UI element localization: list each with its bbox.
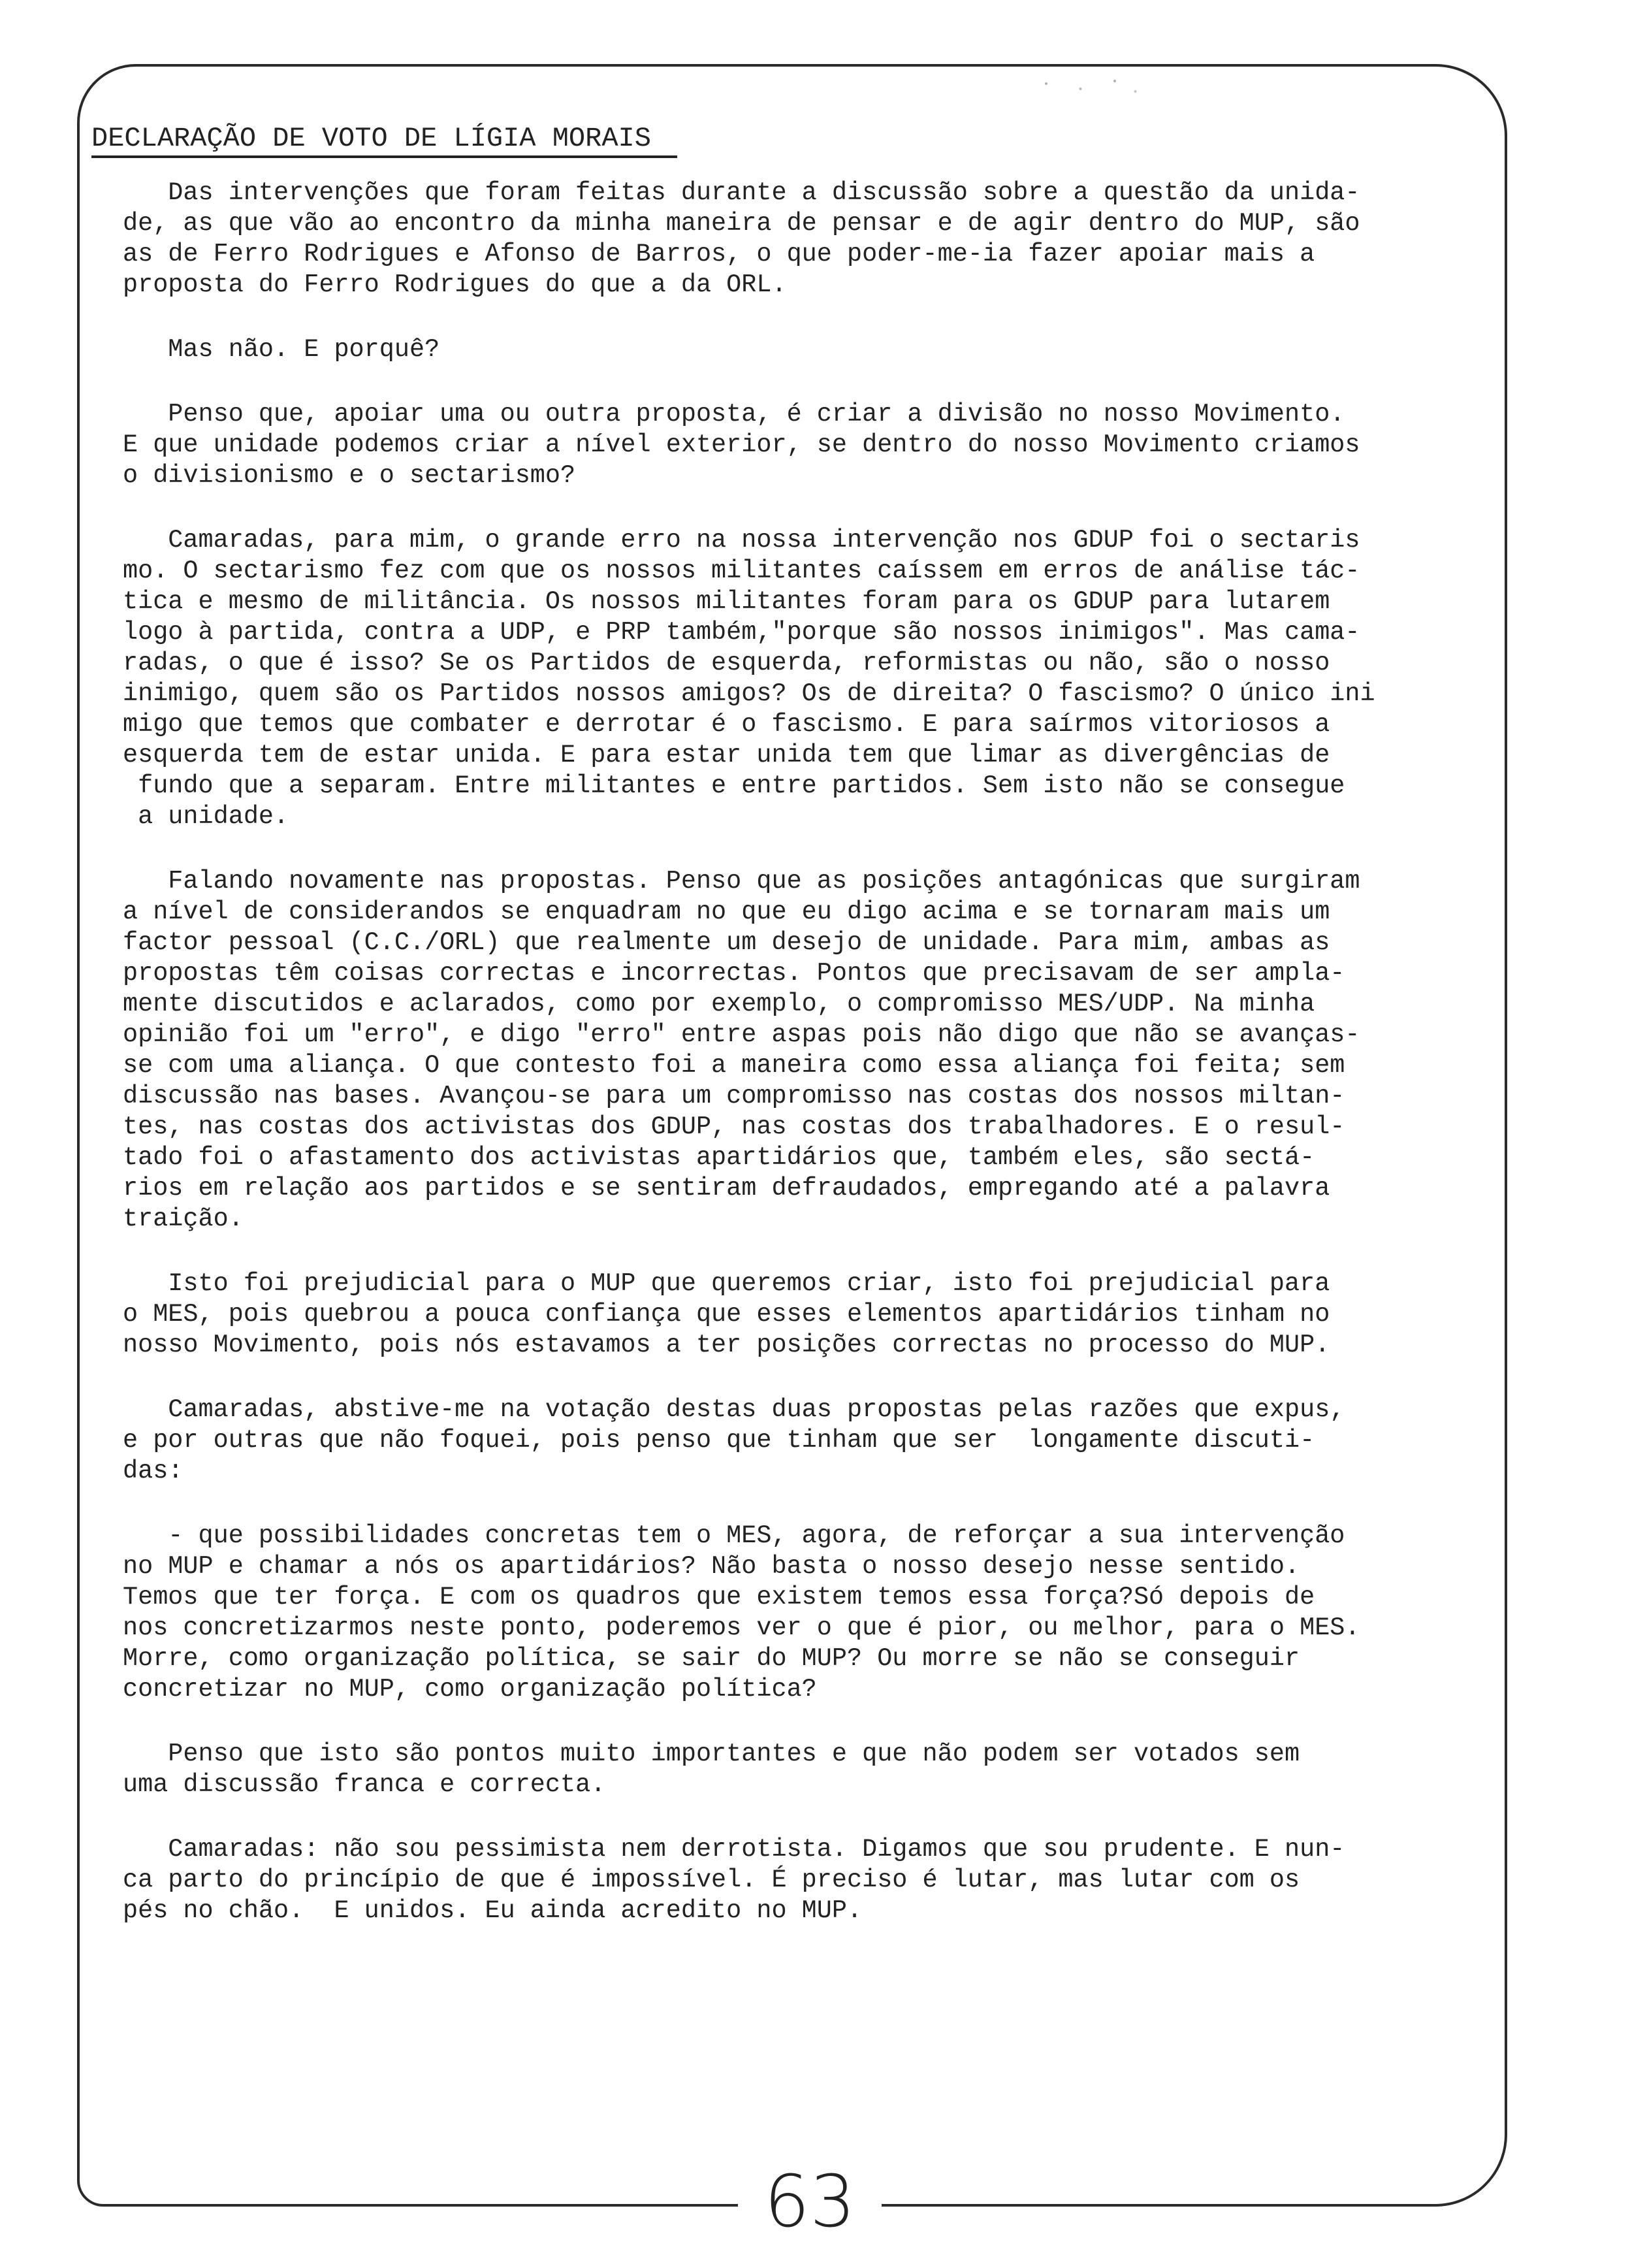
paragraph-3 (123, 399, 1481, 491)
text-line: Das intervenções que foram feitas durante a discussão sobre a questão da unida- (123, 178, 1360, 207)
text-line: de, as que vão ao encontro da minha maneira de pensar e de agir dentro do MUP, são (123, 209, 1360, 238)
text-line: Penso que isto são pontos muito importantes e que não podem ser votados sem (123, 1740, 1300, 1768)
text-line: opinião foi um "erro", e digo "erro" entre aspas pois não digo que não se avanças- (123, 1020, 1360, 1049)
text-line: radas, o que é isso? Se os Partidos de esquerda, reformistas ou não, são o nosso (123, 649, 1330, 677)
text-line: e por outras que não foquei, pois penso que tinham que ser longamente discuti- (123, 1426, 1315, 1455)
text-line: esquerda tem de estar unida. E para estar unida tem que limar as divergências de (123, 741, 1330, 770)
paragraph-7 (123, 1395, 1481, 1487)
text-line: rios em relação aos partidos e se sentiram defraudados, empregando até a palavra (123, 1174, 1330, 1203)
text-line: fundo que a separam. Entre militantes e entre partidos. Sem isto não se consegue (123, 771, 1345, 800)
text-line: tes, nas costas dos activistas dos GDUP, nas costas dos trabalhadores. E o resul- (123, 1112, 1345, 1141)
text-line: Isto foi prejudicial para o MUP que queremos criar, isto foi prejudicial para (123, 1269, 1330, 1298)
text-line: se com uma aliança. O que contesto foi a maneira como essa aliança foi feita; sem (123, 1051, 1345, 1080)
text-line: pés no chão. E unidos. Eu ainda acredito no MUP. (123, 1896, 863, 1925)
text-line: uma discussão franca e correcta. (123, 1770, 606, 1799)
paragraph-8 (123, 1521, 1481, 1705)
text-line: tica e mesmo de militância. Os nossos militantes foram para os GDUP para lutarem (123, 587, 1330, 616)
text-line: - que possibilidades concretas tem o MES, agora, de reforçar a sua intervenção (123, 1521, 1345, 1550)
page-number: 63 (738, 2162, 882, 2241)
text-line: Temos que ter força. E com os quadros que existem temos essa força?Só depois de (123, 1583, 1315, 1612)
text-line: discussão nas bases. Avançou-se para um compromisso nas costas dos nossos miltan- (123, 1082, 1345, 1110)
text-line: as de Ferro Rodrigues e Afonso de Barros, o que poder-me-ia fazer apoiar mais a (123, 240, 1315, 268)
paragraph-6 (123, 1269, 1481, 1361)
text-line: inimigo, quem são os Partidos nossos amigos? Os de direita? O fascismo? O único ini (123, 679, 1375, 708)
text-line: E que unidade podemos criar a nível exterior, se dentro do nosso Movimento criamos (123, 430, 1360, 459)
text-line: mente discutidos e aclarados, como por exemplo, o compromisso MES/UDP. Na minha (123, 990, 1315, 1018)
text-line: traição. (123, 1205, 244, 1233)
paragraph-2 (123, 334, 1481, 365)
text-line: proposta do Ferro Rodrigues do que a da ORL. (123, 270, 787, 299)
paragraph-4 (123, 525, 1481, 832)
text-line: nos concretizarmos neste ponto, poderemos ver o que é pior, ou melhor, para o MES. (123, 1613, 1360, 1642)
text-line: das: (123, 1457, 184, 1485)
text-line: Mas não. E porquê? (123, 335, 440, 364)
text-line: Camaradas, abstive-me na votação destas duas propostas pelas razões que expus, (123, 1395, 1345, 1424)
text-line: no MUP e chamar a nós os apartidários? Não basta o nosso desejo nesse sentido. (123, 1552, 1300, 1581)
text-line: ca parto do princípio de que é impossível. É preciso é lutar, mas lutar com os (123, 1866, 1300, 1894)
text-line: migo que temos que combater e derrotar é o fascismo. E para saírmos vitoriosos a (123, 710, 1330, 739)
text-line: Falando novamente nas propostas. Penso que as posições antagónicas que surgiram (123, 867, 1360, 896)
text-line: propostas têm coisas correctas e incorrectas. Pontos que precisavam de ser ampla- (123, 959, 1345, 988)
text-line: nosso Movimento, pois nós estavamos a ter posições correctas no processo do MUP. (123, 1331, 1330, 1359)
paragraph-1 (123, 178, 1481, 300)
scan-speckle (1019, 73, 1156, 99)
paragraph-5 (123, 866, 1481, 1235)
paragraph-9 (123, 1739, 1481, 1800)
document-title: DECLARAÇÃO DE VOTO DE LÍGIA MORAIS (91, 122, 677, 158)
text-line: mo. O sectarismo fez com que os nossos militantes caíssem em erros de análise tác- (123, 557, 1360, 585)
text-line: concretizar no MUP, como organização política? (123, 1675, 817, 1704)
text-line: Morre, como organização política, se sair do MUP? Ou morre se não se conseguir (123, 1644, 1300, 1673)
text-line: a unidade. (123, 802, 289, 831)
text-line: Penso que, apoiar uma ou outra proposta, é criar a divisão no nosso Movimento. (123, 400, 1345, 429)
text-line: a nível de considerandos se enquadram no que eu digo acima e se tornaram mais um (123, 898, 1330, 926)
text-line: tado foi o afastamento dos activistas apartidários que, também eles, são sectá- (123, 1143, 1315, 1172)
text-line: Camaradas: não sou pessimista nem derrotista. Digamos que sou prudente. E nun- (123, 1835, 1345, 1864)
paragraph-10 (123, 1834, 1481, 1926)
text-line: o divisionismo e o sectarismo? (123, 461, 576, 490)
text-line: o MES, pois quebrou a pouca confiança que esses elementos apartidários tinham no (123, 1300, 1330, 1329)
document-body (123, 178, 1481, 1960)
text-line: Camaradas, para mim, o grande erro na nossa intervenção nos GDUP foi o sectaris (123, 526, 1360, 555)
text-line: factor pessoal (C.C./ORL) que realmente um desejo de unidade. Para mim, ambas as (123, 928, 1330, 957)
text-line: logo à partida, contra a UDP, e PRP também,"porque são nossos inimigos". Mas cama- (123, 618, 1360, 647)
